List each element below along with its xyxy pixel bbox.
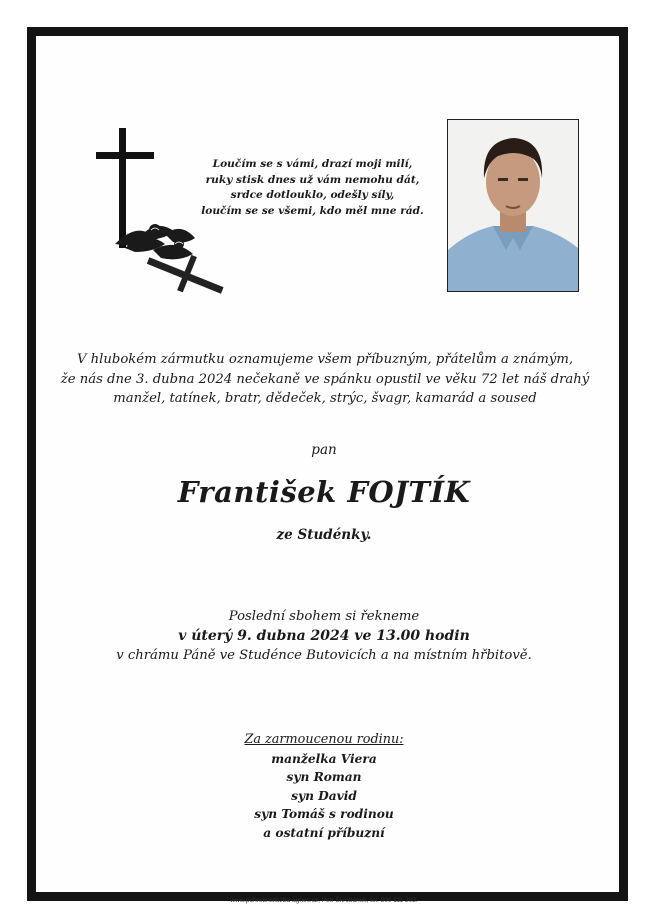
funeral-datetime: v úterý 9. dubna 2024 ve 13.00 hodin <box>178 627 470 644</box>
family-signatures <box>0 731 648 842</box>
poem-line: srdce dotlouklo, odešly síly, <box>230 189 395 201</box>
family-member: syn Tomáš s rodinou <box>254 807 394 821</box>
deceased-origin: ze Studénky. <box>276 527 372 543</box>
poem-line: Loučím se s vámi, drazí moji milí, <box>212 158 413 170</box>
deceased-name: František FOJTÍK <box>177 475 471 509</box>
funeral-service-footer: www.pohrebnisluzba-agnes.cz, Petr Škrobánek, tel. 800 111 202. <box>230 897 418 904</box>
family-member: a ostatní příbuzní <box>263 825 385 840</box>
portrait-photo <box>447 119 579 292</box>
poem-line: ruky stisk dnes už vám nemohu dát, <box>205 173 420 186</box>
farewell-poem <box>200 157 425 219</box>
announcement-line: V hlubokém zármutku oznamujeme všem příbuzným, přátelům a známým, <box>76 352 574 367</box>
family-member: manželka Viera <box>271 751 377 766</box>
honorific: pan <box>311 442 337 458</box>
death-announcement <box>60 350 590 409</box>
family-heading: Za zarmoucenou rodinu: <box>244 732 404 747</box>
funeral-place: v chrámu Páně ve Studénce Butovicích a na místním hřbitově. <box>116 648 532 663</box>
poem-line: loučím se se všemi, kdo měl mne rád. <box>201 204 424 217</box>
funeral-intro: Poslední sbohem si řekneme <box>228 609 420 624</box>
announcement-line: manžel, tatínek, bratr, dědeček, strýc, švagr, kamarád a soused <box>113 391 537 406</box>
announcement-line: že nás dne 3. dubna 2024 nečekaně ve spánku opustil ve věku 72 let náš drahý <box>60 371 590 387</box>
family-member: syn Roman <box>286 770 362 784</box>
family-member: syn David <box>291 788 357 803</box>
funeral-info <box>0 607 648 666</box>
